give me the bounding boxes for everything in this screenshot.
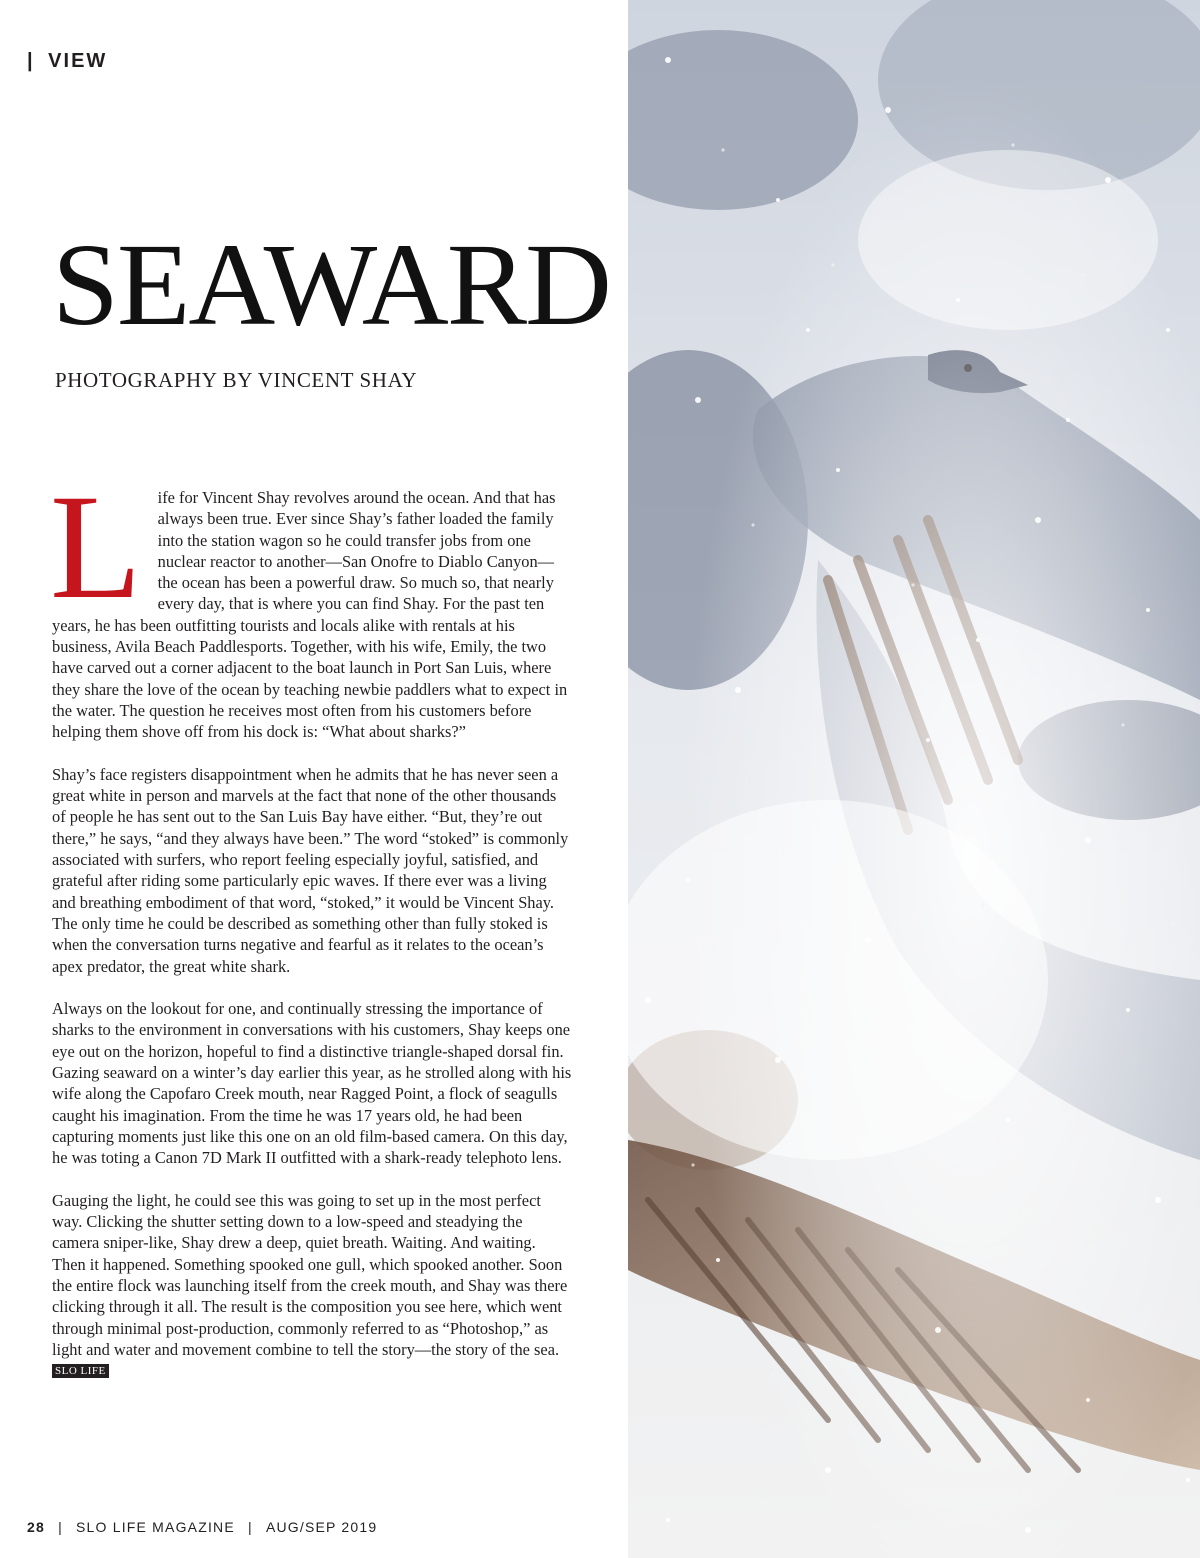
- photograph-icon: [628, 0, 1200, 1558]
- section-bar: |: [27, 50, 35, 72]
- paragraph-3: Always on the lookout for one, and continually stressing the importance of sharks to the environment in conversations with his customers, Shay keeps one eye out on the horizon, hopeful to find a distinctive triangle-shaped dorsal fin. Gazing seaward on a winter’s day earlier this year, as he strolled along with his wife along the Capofaro Creek mouth, near Ragged Point, a flock of seagulls caught his imagination. From the time he was 17 years old, he had been capturing moments just like this one on an old film-based camera. On this day, he was toting a Canon 7D Mark II outfitted with a shark-ready telephoto lens.: [52, 999, 572, 1168]
- photo-byline: PHOTOGRAPHY BY VINCENT SHAY: [55, 368, 418, 392]
- section-tag: [27, 50, 107, 73]
- paragraph-1-text: ife for Vincent Shay revolves around the ocean. And that has always been true. Ever since Shay’s father loaded the family into the station wagon so he could transfer jobs from one nuclear reactor to another—San Onofre to Diablo Canyon—the ocean has been a powerful draw. So much so, that nearly every day, that is where you can find Shay. For the past ten years, he has been outfitting tourists and locals alike with rentals at his business, Avila Beach Paddlesports. Together, with his wife, Emily, the two have carved out a corner adjacent to the boat launch in Port San Luis, where they share the love of the ocean by teaching newbie paddlers what to expect in the water. The question he receives most often from his customers before helping them shove off from his dock is: “What about sharks?”: [52, 488, 568, 742]
- magazine-name: SLO LIFE MAGAZINE: [76, 1519, 235, 1535]
- page-footer: [27, 1519, 385, 1535]
- article-body: [50, 464, 572, 1403]
- end-mark: SLO LIFE: [52, 1364, 109, 1378]
- paragraph-1: [50, 464, 572, 743]
- section-label: VIEW: [48, 50, 108, 72]
- page-number: 28: [27, 1519, 45, 1535]
- footer-separator-2: |: [248, 1519, 253, 1535]
- seagull-photograph: [628, 0, 1200, 1558]
- footer-separator-1: |: [58, 1519, 63, 1535]
- article-title: SEAWARD: [52, 219, 610, 350]
- issue-date: AUG/SEP 2019: [265, 1519, 378, 1535]
- paragraph-2: Shay’s face registers disappointment when he admits that he has never seen a great white in person and marvels at the fact that none of the other thousands of people he has sent out to the San Luis Bay have either. “But, they’re out there,” he says, “and they always have been.” The word “stoked” is commonly associated with surfers, who report feeling especially joyful, satisfied, and grateful after riding some particularly epic waves. If there ever was a living and breathing embodiment of that word, “stoked,” it would be Vincent Shay. The only time he could be described as something other than fully stoked is when the conversation turns negative and fearful as it relates to the ocean’s apex predator, the great white shark.: [52, 764, 569, 976]
- paragraph-4-text: Gauging the light, he could see this was going to set up in the most perfect way. Clicking the shutter setting down to a low-speed and steadying the camera sniper-like, Shay drew a deep, quiet breath. Waiting. And waiting. Then it happened. Something spooked one gull, which spooked another. Soon the entire flock was launching itself from the creek mouth, and Shay was there clicking through it all. The result is the composition you see here, which went through minimal post-production, commonly referred to as “Photoshop,” as light and water and movement combine to tell the story—the story of the sea.: [52, 1190, 568, 1359]
- drop-cap: L: [50, 464, 142, 630]
- paragraph-4: [52, 1190, 572, 1382]
